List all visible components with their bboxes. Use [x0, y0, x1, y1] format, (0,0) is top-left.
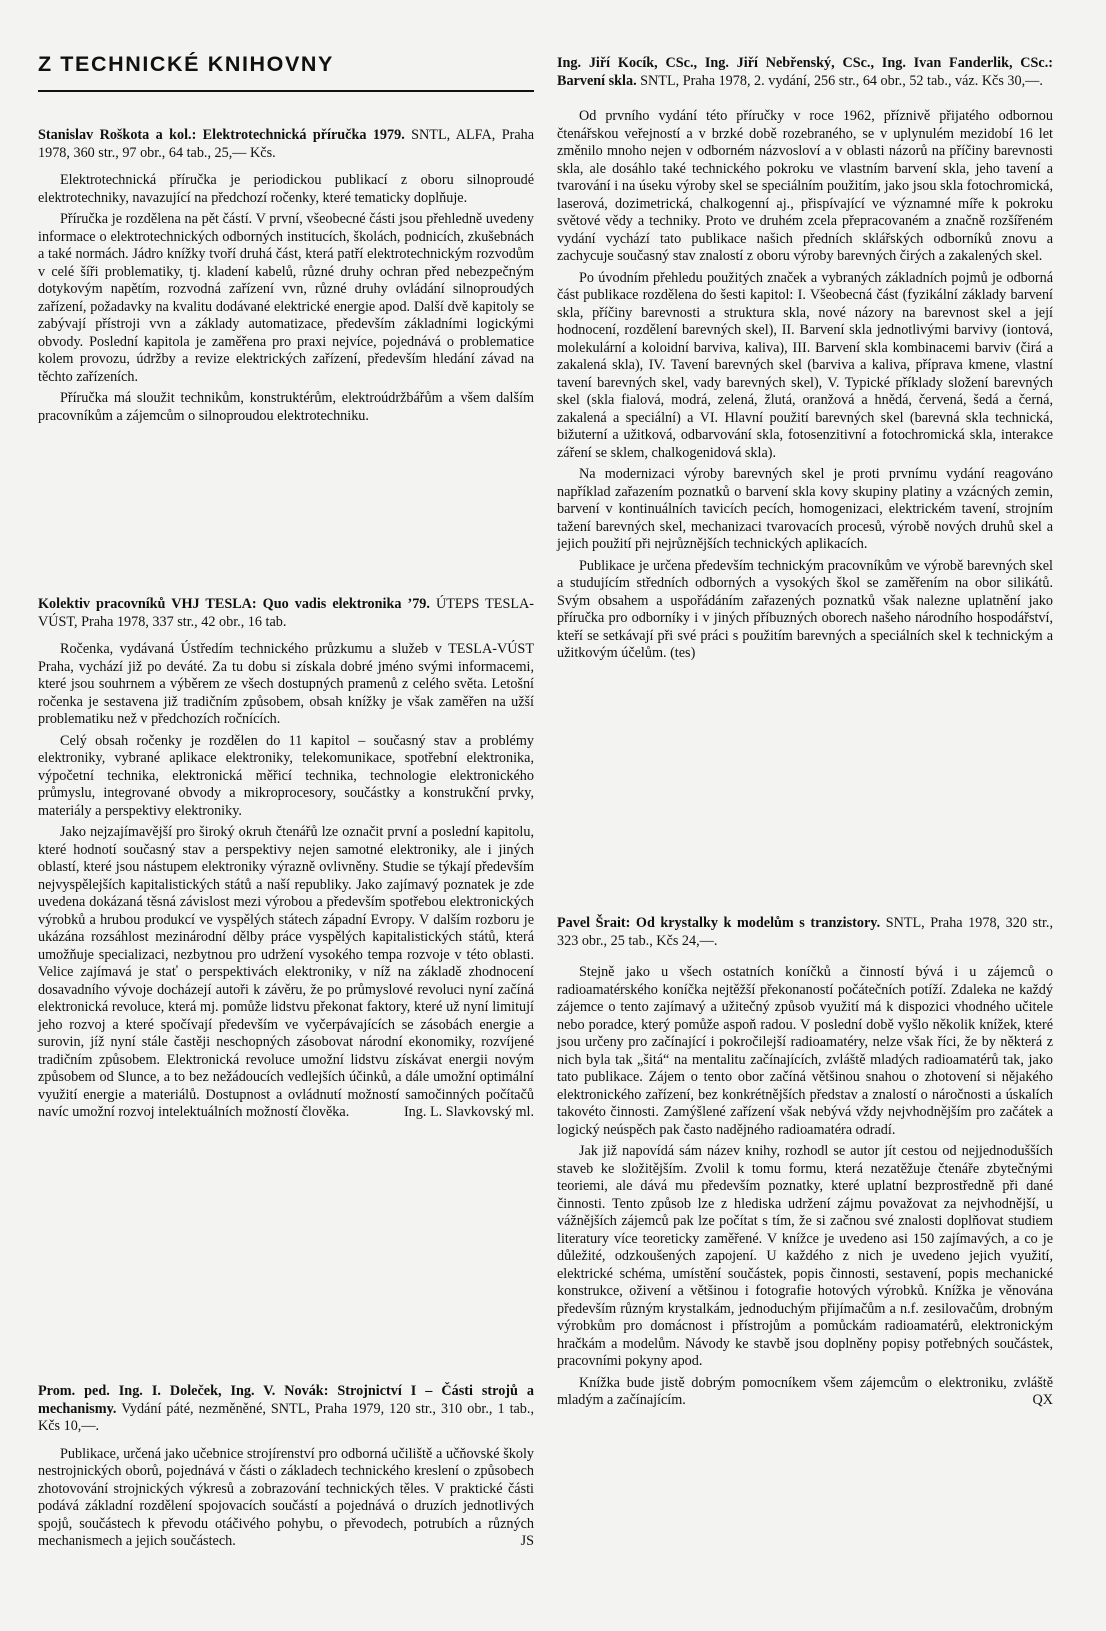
review-signature: JS: [520, 1533, 534, 1550]
review-paragraph: Příručka má sloužit technikům, konstruktérům, elektroúdržbářům a všem dalším pracovníkům a zájemcům o silnoproudou elektrotechniku.: [38, 390, 534, 424]
review-paragraph: Na modernizaci výroby barevných skel je proti prvnímu vydání reagováno například zařazením poznatků o barvení skla kovy skupiny platiny a vzácných zemin, barvení v kontinuálních tavicích pecích, homogenizaci, elektrickém tavení, strojním tažení barevných skel, mechanizaci tvarovacích procesů, výrobě nových druhů skel a jejich použití při nejrůznějších technických aplikacích.: [557, 466, 1053, 553]
review-paragraph: Po úvodním přehledu použitých značek a vybraných základních pojmů je odborná část publikace rozdělena do šesti kapitol: I. Všeobecná část (fyzikální základy barvení skla, příčiny barevnosti a struktura skla, nové názory na barevnost skel a její hodnocení, rozdělení barevných skel), II. Barvení skla jednotlivými barvivy (iontová, molekulární a koloidní barviva, kaliva), III. Barvení skla kombinacemi barviv (čirá a zakalená skla), IV. Tavení barevných skel (barviva a kaliva, příprava kmene, vlastní tavení barevných skel, vady barevných skel), V. Typické příklady složení barevných skel (skla fialová, modrá, zelená, žlutá, oranžová a hnědá, červená, šedá a černá, zakalená a speciální) a VI. Hlavní použití barevných skel (barevná skla technická, bižuterní a užitková, odbarvování skla, fotosenzitivní a fotochromická skla, interakce záření se sklem, chalkogenidová skla).: [557, 269, 1053, 461]
review-publication: SNTL, ALFA, Praha 1978, 360 str., 97 obr., 64 tab., 25,— Kčs.: [38, 127, 535, 161]
review-body: [557, 964, 1053, 1410]
review-paragraph-text: Publikace, určená jako učebnice strojírenství pro odborná učiliště a učňovské školy nestrojnických oborů, pojednává v části o základech technického kreslení o způsobech zhotovování strojnických výkresů a zobrazování technických těles. V praktické části podává základní rozdělení spojovacích součástí a pojednává o druzích jednotlivých spojů, součástech k převodu otáčivého pohybu, o převodech, potrubích a různých mechanismech a jejich součástech.: [38, 1445, 534, 1550]
review-dolecek: [38, 1383, 534, 1551]
review-publication: SNTL, Praha 1978, 320 str., 323 obr., 25 tab., Kčs 24,—.: [557, 915, 1053, 949]
review-signature: QX: [1032, 1392, 1053, 1409]
review-publication: ÚTEPS TESLA-VÚST, Praha 1978, 337 str., 42 obr., 16 tab.: [38, 596, 534, 630]
review-paragraph-text: Jako nejzajímavější pro široký okruh čtenářů lze označit první a poslední kapitolu, které hodnotí současný stav a perspektivy nejen samotné elektroniky, ale i jiných oblastí, které jsou nástupem elektroniky výrazně ovlivněny. Studie se týkají především nejvyspělejších kapitalistických států a naší republiky. Jako zajímavý poznatek je zde uvedena dokázaná těsná závislost mezi výrobou a především spotřebou elektronických výrobků a hrubou produkcí ve vyspělých státech západní Evropy. V dalším rozboru je ukázána rozsáhlost mezinárodní dělby práce vyspělých kapitalistických států, která umožňuje specializaci, nezbytnou pro udržení vysokého tempa rozvoje v této oblasti. Velice zajímavá je stať o perspektivách elektroniky, v níž na základě zhodnocení dosavadního vývoje docházejí autoři k závěru, že po průmyslové revoluci nyní začíná elektronická revoluce, která mj. pomůže lidstvu překonat faktory, které už nyní limitují jeho rozvoj a které spočívají především ve vyčerpávajících se zásobách energie a surovin, jíž nyní stále častěji neschopných zásobovat národní ekonomiky, rozvíjené tradičním způsobem. Elektronická revoluce umožní lidstvu získávat energii novým způsobem od Slunce, a to bez nežádoucích vedlejších účinků, a dále umožní optimální využití energie a materiálů. Dostupnost a ovládnutí možností samočinných počítačů navíc umožní rozvoj intelektuálních možností člověka.: [38, 824, 534, 1121]
review-paragraph: Jak již napovídá sám název knihy, rozhodl se autor jít cestou od nejjednodušších staveb ke složitějším. Zvolil k tomu formu, která nezatěžuje čtenáře zbytečnými teoriemi, ale dává mu především poznatky, které uplatní bezprostředně při dané činnosti. Tento způsob lze z hlediska udržení zájmu považovat za nejvhodnější, u vážnějších zájemců pak lze počítat s tím, že si začnou své znalosti doplňovat studiem literatury více teoreticky zaměřené. V knížce je uvedeno asi 150 zajímavých, a co je důležité, odzkoušených zapojení. U každého z nich je uvedeno jejich využití, elektrické schéma, umístění součástek, popis činnosti, sestavení, popis mechanické konstrukce, oživení a většinou i fotografie hotových výrobků. Knížka je věnována především různým krystalkám, jednoduchým přijímačům a n.f. zesilovačům, drobným výrobkům pro domácnost i přístrojům a pomůckám radioamatérů, elektronickým hračkám a modelům. Návody ke stavbě jsou doplněny popisy potřebných součástek, pracovními pokyny apod.: [557, 1143, 1053, 1370]
review-heading: [557, 915, 1053, 950]
review-paragraph: Příručka je rozdělena na pět částí. V první, všeobecné části jsou přehledně uvedeny informace o elektrotechnických odborných institucích, školách, podnicích, zkušebnách a také normách. Jádro knížky tvoří druhá část, která patří elektrotechnickým rozvodům v celé šíři problematiky, tj. kladení kabelů, různé druhy ochran před nebezpečným dotykovým napětím, rozvodná zařízení vvn, různé druhy ovládání silnoproudých zařízení, požadavky na kvalitu dodávané elektrické energie apod. Další dvě kapitoly se zabývají přístroji vvn a základy automatizace, především základními logickými obvody. Poslední kapitola je zaměřena pro praxi nejvíce, pojednává o problematice kolem provozu, údržby a revize elektrických zařízení, především hledání závad na těchto zařízeních.: [38, 211, 534, 385]
review-paragraph: Celý obsah ročenky je rozdělen do 11 kapitol – současný stav a problémy elektroniky, vybrané aplikace elektroniky, telekomunikace, spotřební elektronika, výpočetní technika, elektronická měřicí technika, technologie elektronického průmyslu, integrované obvody a mikroprocesory, součástky a konstrukční prvky, materiály a perspektivy elektroniky.: [38, 732, 534, 819]
review-paragraph: Elektrotechnická příručka je periodickou publikací z oboru silnoproudé elektrotechniky, navazující na předchozí ročenky, které tematicky doplňuje.: [38, 172, 534, 206]
heading-rule: [38, 90, 534, 92]
review-srait: [557, 915, 1053, 1410]
review-publication: Vydání páté, nezměněné, SNTL, Praha 1979, 120 str., 310 obr., 1 tab., Kčs 10,—.: [38, 1400, 534, 1435]
review-heading: [38, 596, 534, 631]
review-signature: Ing. L. Slavkovský ml.: [403, 1104, 534, 1121]
review-title: Stanislav Roškota a kol.: Elektrotechnická příručka 1979.: [38, 127, 405, 143]
review-body: [38, 641, 534, 1122]
review-kocik: [557, 55, 1053, 663]
review-heading: [38, 1383, 534, 1436]
review-title: Prom. ped. Ing. I. Doleček, Ing. V. Novák: Strojnictví I – Části strojů a mechanismy.: [38, 1383, 534, 1417]
review-tesla: [38, 596, 534, 1122]
review-body: [38, 1446, 534, 1551]
review-publication: SNTL, Praha 1978, 2. vydání, 256 str., 64 obr., 52 tab., váz. Kčs 30,—.: [640, 72, 1043, 89]
review-paragraph-text: Knížka bude jistě dobrým pomocníkem všem zájemcům o elektroniku, zvláště mladým a začínajícím.: [557, 1374, 1053, 1409]
review-paragraph: Stejně jako u všech ostatních koníčků a činností bývá i u zájemců o radioamatérského koníčka nejtěžší překonaností počátečních potíží. Zdaleka ne každý zájemce o tento zajímavý a užitečný způsob využití má k dispozici vhodného učitele nebo poradce, který pomůže aspoň radou. V poslední době vyšlo několik knížek, které jsou určeny pro začínající i pokročilejší radioamatéry, nelze však říci, že by některá z nich byla tak „šitá“ na mentalitu začínajících, zvláště mladých radioamatérů tak, jako tato publikace. Zájem o tento obor začíná většinou snahou o zhotovení si nějakého elektronického zařízení, bez konkrétnějších představ a znalostí o náročnosti a úskalích takovéto činnosti. Zamýšlené zařízení však nebývá vždy nejvhodnějším pro začátek a logický neúspěch pak často nadějného radioamatéra odradí.: [557, 964, 1053, 1138]
review-paragraph: Publikace je určena především technickým pracovníkům ve výrobě barevných skel a studujícím středních odborných a vysokých škol se zaměřením na obor silikátů. Svým obsahem a uspořádáním zařazených poznatků však nalezne uplatnění jako příručka pro odborníky i v jiných příbuzných oborech našeho národního hospodářství, kteří se setkávají při své práci s použitím barevných a speciálních skel k technickým a užitkovým účelům. (tes): [557, 557, 1053, 662]
review-title: Kolektiv pracovníků VHJ TESLA: Quo vadis elektronika ’79.: [38, 596, 430, 612]
review-title: Pavel Šrait: Od krystalky k modelům s tranzistory.: [557, 915, 881, 931]
review-paragraph: [38, 824, 534, 1122]
review-paragraph: [38, 1446, 534, 1551]
review-title: Ing. Jiří Kocík, CSc., Ing. Jiří Nebřenský, CSc., Ing. Ivan Fanderlik, CSc.: Barvení skla.: [557, 55, 1053, 89]
review-heading: [557, 55, 1053, 90]
review-paragraph: Ročenka, vydávaná Ústředím technického průzkumu a služeb v TESLA-VÚST Praha, vychází již po deváté. Za tu dobu si získala dobré jméno svými informacemi, které jsou souhrnem a výběrem ze všech dostupných pramenů z celého světa. Letošní ročenka je sestavena již tradičním způsobem, obsah knížky je však zaměřen na užší problematiku než v předchozích ročnících.: [38, 641, 534, 728]
review-roskota: [38, 127, 534, 425]
section-heading: Z TECHNICKÉ KNIHOVNY: [38, 52, 334, 76]
review-heading: [38, 127, 534, 162]
review-body: [557, 108, 1053, 663]
review-paragraph: Od prvního vydání této příručky v roce 1962, příznivě přijatého odbornou čtenářskou veřejností a v brzké době rozebraného, se v uplynulém mezidobí 16 let změnilo mnoho nejen v odborném názvosloví a v oblasti názorů na příčiny barevnosti skla, ale dosáhlo také technického pokroku ve vlastním barvení skla, jeho tavení a tvarování i na úseku výroby skel se speciálním použitím, jako jsou skla fotochromická, laserová, dozimetrická, chalkogenní aj., přispívající ve významné míře k pokroku světové vědy a techniky. Proto ve druhém zcela přepracovaném a značně rozšířeném vydání vychází tato publikace našich předních sklářských odborníků znovu a zachycuje současný stav znalostí z oboru výroby barevných čirých a zakalených skel.: [557, 108, 1053, 265]
review-paragraph: [557, 1375, 1053, 1410]
review-body: [38, 172, 534, 425]
